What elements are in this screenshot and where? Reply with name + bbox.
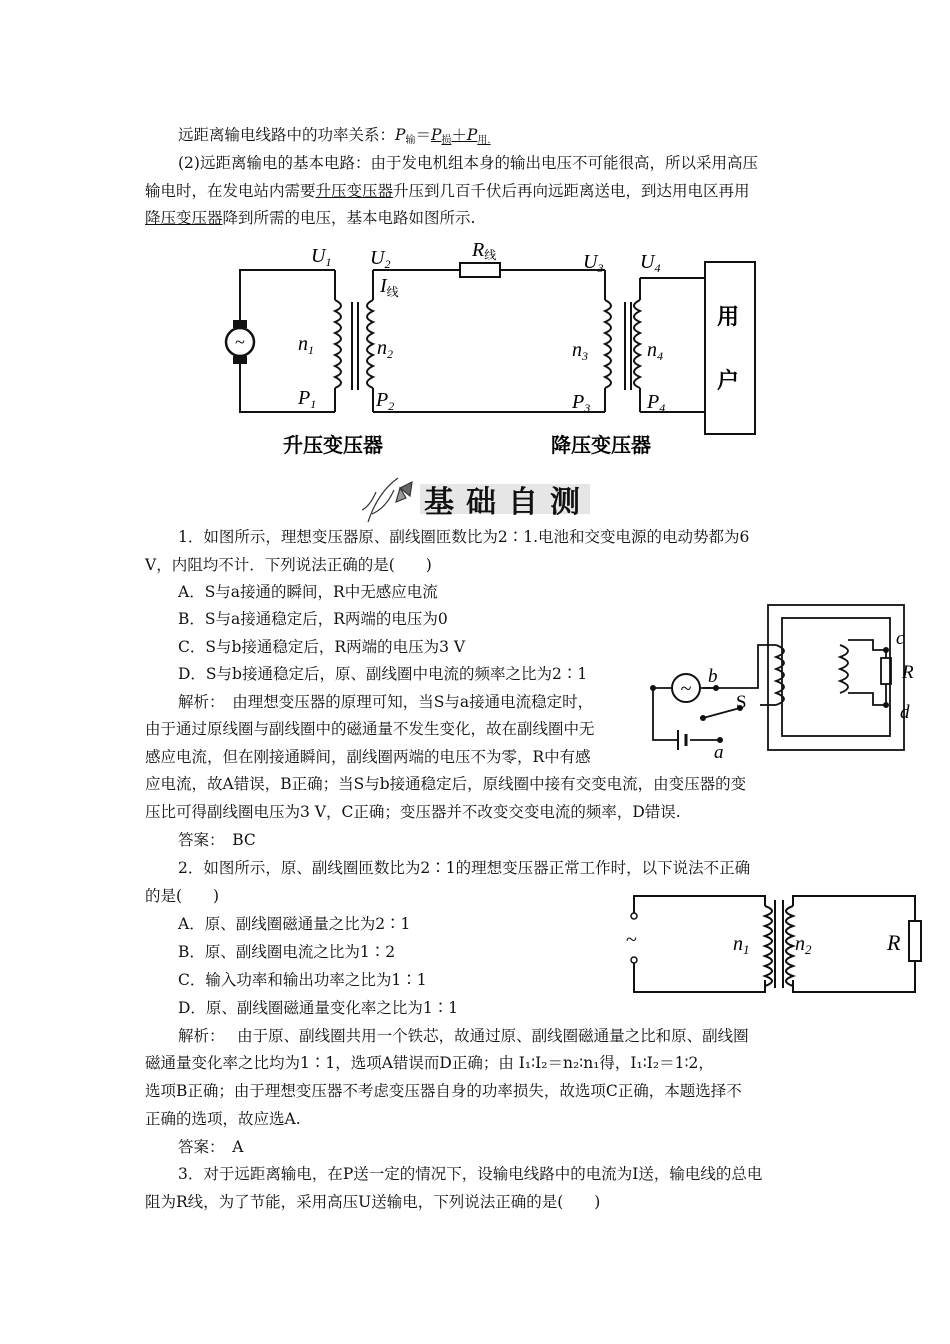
q2-transformer-figure [625, 888, 930, 1003]
svg-text:P2: $P_2$ [376, 389, 395, 413]
svg-text:c: c [896, 628, 905, 649]
svg-text:n1: $n_1$ [298, 333, 314, 357]
q2-option-a: A．原、副线圈磁通量之比为2∶1 [178, 915, 411, 933]
q2-explain-1: 解析： 由于原、副线圈共用一个铁芯，故通过原、副线圈磁通量之比和原、副线圈 [178, 1027, 749, 1045]
section-title-banner [360, 470, 600, 528]
step-down-term: 降压变压器 [145, 209, 223, 227]
svg-text:P3: $P_3$ [572, 391, 591, 415]
q1-explain-5: 压比可得副线圈电压为3 V，C正确；变压器并不改变交变电流的频率，D错误. [145, 803, 681, 821]
q2-stem-2: 的是( ) [145, 887, 220, 905]
svg-text:~: ~ [680, 678, 692, 700]
basic-circuit-line2: 输电时，在发电站内需要升压变压器升压到几百千伏后再向远距离送电，到达用电区再用 [145, 182, 750, 200]
svg-text:n4: $n_4$ [647, 339, 663, 363]
q1-answer: 答案： BC [178, 831, 256, 849]
q1-transformer-figure [648, 600, 928, 770]
q1-explain-4: 应电流，故A错误，B正确；当S与b接通稳定后，原线圈中接有交变电流，由变压器的变 [145, 775, 747, 793]
q2-stem-1: 2．如图所示，原、副线圈匝数比为2∶1的理想变压器正常工作时，以下说法不正确 [178, 859, 751, 877]
q1-explain-3: 感应电流，但在刚接通瞬间，副线圈两端的电压不为零，R中有感 [145, 748, 591, 766]
step-up-label: 升压变压器 [283, 433, 383, 457]
svg-text:U4: $U_4$ [640, 251, 661, 275]
q2-answer: 答案： A [178, 1138, 244, 1156]
title-char-1: 基 [424, 486, 454, 519]
generator-icon [226, 320, 254, 364]
q2-option-d: D．原、副线圈磁通量变化率之比为1∶1 [178, 999, 459, 1017]
svg-text:~: ~ [235, 332, 245, 352]
q2-option-b: B．原、副线圈电流之比为1∶2 [178, 943, 396, 961]
ac-source-icon: ~ [626, 929, 637, 951]
svg-text:U2: $U_2$ [370, 247, 391, 271]
svg-text:d: d [900, 702, 910, 723]
q2-option-c: C．输入功率和输出功率之比为1∶1 [178, 971, 427, 989]
step-up-term: 升压变压器 [315, 182, 394, 200]
svg-text:用: 用 [717, 305, 740, 330]
transmission-circuit-diagram [215, 240, 765, 465]
q1-option-d: D．S与b接通稳定后，原、副线圈中电流的频率之比为2∶1 [178, 665, 588, 683]
svg-text:P1: $P_1$ [298, 387, 317, 411]
q1-explain-1: 解析： 由理想变压器的原理可知，当S与a接通电流稳定时， [178, 693, 594, 711]
svg-text:R: R [902, 662, 914, 683]
q2-explain-2: 磁通量变化率之比均为1∶1，选项A错误而D正确；由 I₁∶I₂＝n₂∶n₁得，I₁∶I₂＝1∶2， [145, 1054, 714, 1072]
svg-text:U1: $U_1$ [311, 245, 332, 269]
svg-text:U3: $U_3$ [583, 251, 604, 275]
svg-text:n3: $n_3$ [572, 339, 588, 363]
q3-stem-2: 阻为R线，为了节能，采用高压U送输电，下列说法正确的是( ) [145, 1193, 601, 1211]
q2-explain-4: 正确的选项，故应选A. [145, 1110, 301, 1128]
step-down-label: 降压变压器 [551, 433, 651, 457]
svg-text:户: 户 [717, 369, 740, 394]
basic-circuit-line1: (2)远距离输电的基本电路：由于发电机组本身的输出电压不可能很高，所以采用高压 [178, 154, 758, 172]
q2-explain-3: 选项B正确；由于理想变压器不考虑变压器自身的功率损失，故选项C正确，本题选择不 [145, 1082, 742, 1100]
svg-text:P4: $P_4$ [647, 391, 666, 415]
q3-stem-1: 3．对于远距离输电，在P送一定的情况下，设输电线路中的电流为I送，输电线的总电 [178, 1165, 763, 1183]
q1-option-c: C．S与b接通稳定后，R两端的电压为3 V [178, 638, 466, 656]
basic-circuit-line3: 降压变压器降到所需的电压，基本电路如图所示. [145, 209, 476, 227]
svg-text:I线: $I_线$ [380, 275, 399, 299]
q1-stem-1: 1．如图所示，理想变压器原、副线圈匝数比为2∶1.电池和交变电源的电动势都为6 [178, 528, 750, 546]
power-relation-line: 远距离输电线路中的功率关系：$P_输=P_损+P_{用.}$ [178, 126, 491, 146]
svg-text:S: S [736, 692, 747, 713]
svg-text:b: b [708, 666, 718, 687]
q1-explain-2: 由于通过原线圈与副线圈中的磁通量不发生变化，故在副线圈中无 [145, 720, 595, 738]
svg-text:n1: $n_1$ [733, 933, 750, 957]
svg-text:R线: R线 [472, 240, 497, 262]
q1-stem-2: V，内阻均不计．下列说法正确的是( ) [145, 556, 432, 574]
q1-option-b: B．S与a接通稳定后，R两端的电压为0 [178, 610, 448, 628]
butterfly-orchid-icon [362, 478, 412, 522]
svg-text:n2: $n_2$ [795, 933, 812, 957]
title-char-4: 测 [550, 486, 580, 519]
svg-text:R: R [887, 930, 901, 955]
title-char-2: 础 [466, 486, 496, 519]
svg-text:a: a [714, 742, 724, 763]
q1-option-a: A．S与a接通的瞬间，R中无感应电流 [178, 583, 438, 601]
svg-text:n2: $n_2$ [377, 337, 393, 361]
title-char-3: 自 [508, 486, 538, 519]
